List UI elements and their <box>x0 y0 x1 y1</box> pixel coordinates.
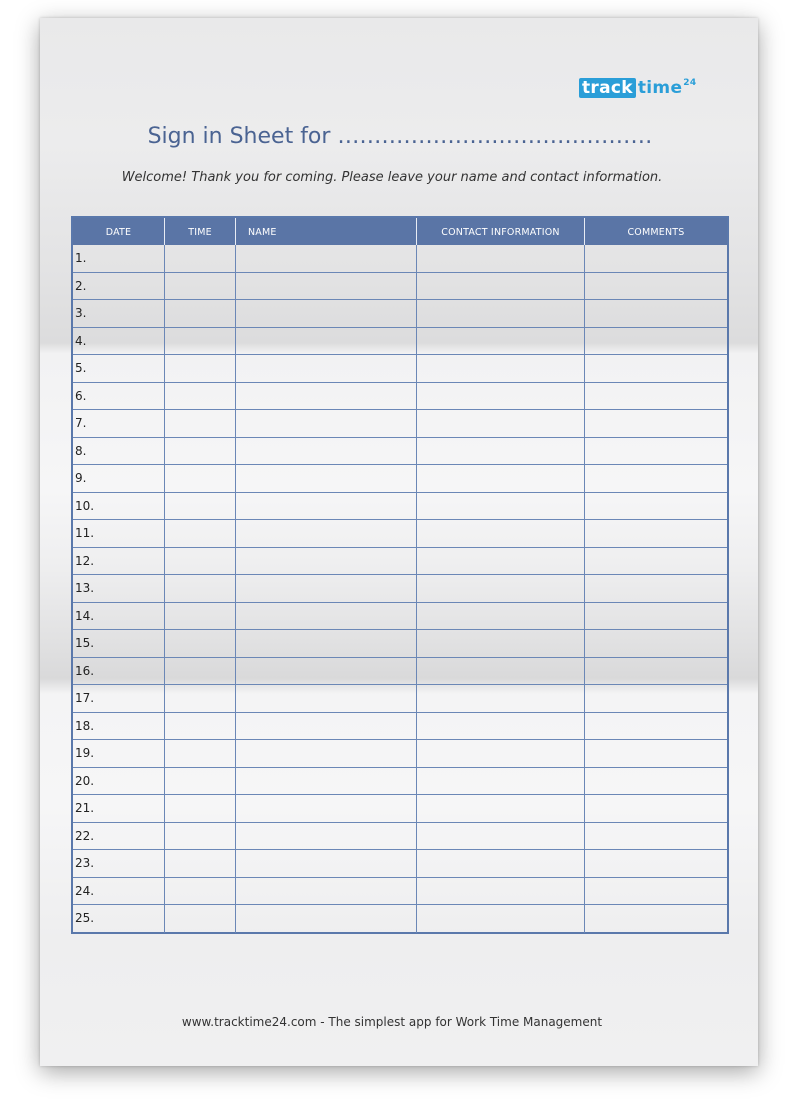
cell-contact-information[interactable] <box>417 685 585 712</box>
cell-name[interactable] <box>236 328 417 355</box>
cell-comments[interactable] <box>585 410 727 437</box>
cell-date[interactable] <box>73 905 165 933</box>
cell-time[interactable] <box>165 300 236 327</box>
cell-date[interactable] <box>73 520 165 547</box>
cell-contact-information[interactable] <box>417 713 585 740</box>
cell-name[interactable] <box>236 795 417 822</box>
cell-date[interactable] <box>73 245 165 272</box>
cell-time[interactable] <box>165 575 236 602</box>
cell-date[interactable] <box>73 713 165 740</box>
table-row <box>73 905 727 933</box>
cell-name[interactable] <box>236 630 417 657</box>
cell-time[interactable] <box>165 355 236 382</box>
cell-contact-information[interactable] <box>417 768 585 795</box>
cell-contact-information[interactable] <box>417 795 585 822</box>
page-title: Sign in Sheet for ………………….………………… <box>147 124 653 149</box>
cell-comments[interactable] <box>585 493 727 520</box>
row-number: 3. <box>75 306 87 320</box>
cell-name[interactable] <box>236 740 417 767</box>
table-row <box>73 328 727 356</box>
cell-time[interactable] <box>165 685 236 712</box>
table-row <box>73 768 727 796</box>
cell-date[interactable] <box>73 740 165 767</box>
cell-contact-information[interactable] <box>417 740 585 767</box>
cell-comments[interactable] <box>585 438 727 465</box>
table-row <box>73 603 727 631</box>
cell-date[interactable] <box>73 685 165 712</box>
cell-comments[interactable] <box>585 740 727 767</box>
row-number: 11. <box>75 526 95 540</box>
cell-date[interactable] <box>73 465 165 492</box>
cell-contact-information[interactable] <box>417 878 585 905</box>
cell-name[interactable] <box>236 410 417 437</box>
cell-time[interactable] <box>165 768 236 795</box>
cell-date[interactable] <box>73 355 165 382</box>
cell-comments[interactable] <box>585 878 727 905</box>
cell-contact-information[interactable] <box>417 905 585 933</box>
row-number: 25. <box>75 911 95 925</box>
cell-date[interactable] <box>73 410 165 437</box>
cell-comments[interactable] <box>585 795 727 822</box>
cell-name[interactable] <box>236 685 417 712</box>
cell-time[interactable] <box>165 245 236 272</box>
cell-comments[interactable] <box>585 273 727 300</box>
cell-name[interactable] <box>236 465 417 492</box>
cell-contact-information[interactable] <box>417 438 585 465</box>
cell-date[interactable] <box>73 630 165 657</box>
cell-name[interactable] <box>236 438 417 465</box>
table-row <box>73 685 727 713</box>
row-number: 14. <box>75 608 95 623</box>
cell-time[interactable] <box>165 658 236 685</box>
cell-time[interactable] <box>165 520 236 547</box>
cell-comments[interactable] <box>585 768 727 795</box>
cell-date[interactable] <box>73 273 165 300</box>
table-row <box>73 438 727 466</box>
page-footer: www.tracktime24.com - The simplest app for Work Time Management <box>181 1015 603 1029</box>
cell-name[interactable] <box>236 603 417 630</box>
logo-text: time <box>637 78 683 98</box>
cell-comments[interactable] <box>585 548 727 575</box>
row-number: 8. <box>75 443 87 458</box>
cell-time[interactable] <box>165 273 236 300</box>
cell-date[interactable] <box>73 850 165 877</box>
cell-time[interactable] <box>165 438 236 465</box>
row-number: 4. <box>75 333 87 348</box>
cell-comments[interactable] <box>585 328 727 355</box>
cell-time[interactable] <box>165 548 236 575</box>
row-number: 13. <box>75 581 95 595</box>
cell-name[interactable] <box>236 713 417 740</box>
table-row <box>73 823 727 851</box>
cell-date[interactable] <box>73 795 165 822</box>
cell-date[interactable] <box>73 548 165 575</box>
cell-date[interactable] <box>73 658 165 685</box>
cell-contact-information[interactable] <box>417 410 585 437</box>
row-number: 17. <box>75 691 95 705</box>
row-number: 18. <box>75 718 95 733</box>
table-row <box>73 795 727 823</box>
cell-contact-information[interactable] <box>417 273 585 300</box>
sign-in-table <box>71 216 729 934</box>
cell-comments[interactable] <box>585 823 727 850</box>
table-row <box>73 850 727 878</box>
table-row <box>73 878 727 906</box>
cell-name[interactable] <box>236 823 417 850</box>
cell-date[interactable] <box>73 300 165 327</box>
row-number: 9. <box>75 471 87 485</box>
table-row <box>73 245 727 273</box>
table-row <box>73 740 727 768</box>
table-row <box>73 548 727 576</box>
cell-date[interactable] <box>73 878 165 905</box>
cell-time[interactable] <box>165 905 236 933</box>
row-number: 12. <box>75 553 95 568</box>
cell-contact-information[interactable] <box>417 355 585 382</box>
cell-time[interactable] <box>165 328 236 355</box>
cell-name[interactable] <box>236 273 417 300</box>
cell-name[interactable] <box>236 520 417 547</box>
cell-comments[interactable] <box>585 465 727 492</box>
cell-contact-information[interactable] <box>417 658 585 685</box>
header-comments: COMMENTS <box>627 227 685 238</box>
row-number: 20. <box>75 773 95 788</box>
cell-contact-information[interactable] <box>417 328 585 355</box>
header-name: NAME <box>236 218 417 245</box>
cell-contact-information[interactable] <box>417 548 585 575</box>
row-number: 10. <box>75 498 95 513</box>
cell-name[interactable] <box>236 355 417 382</box>
row-number: 1. <box>75 251 87 265</box>
cell-contact-information[interactable] <box>417 245 585 272</box>
table-row <box>73 493 727 521</box>
cell-time[interactable] <box>165 383 236 410</box>
cell-date[interactable] <box>73 328 165 355</box>
cell-comments[interactable] <box>585 575 727 602</box>
cell-time[interactable] <box>165 823 236 850</box>
table-header-row <box>73 218 727 245</box>
cell-time[interactable] <box>165 878 236 905</box>
cell-contact-information[interactable] <box>417 493 585 520</box>
header-time: TIME <box>165 218 236 245</box>
cell-contact-information[interactable] <box>417 465 585 492</box>
cell-name[interactable] <box>236 548 417 575</box>
cell-comments[interactable] <box>585 658 727 685</box>
row-number: 21. <box>75 801 95 815</box>
cell-time[interactable] <box>165 630 236 657</box>
cell-contact-information[interactable] <box>417 300 585 327</box>
cell-date[interactable] <box>73 575 165 602</box>
cell-time[interactable] <box>165 713 236 740</box>
cell-comments[interactable] <box>585 300 727 327</box>
row-number: 24. <box>75 883 95 898</box>
cell-comments[interactable] <box>585 383 727 410</box>
table-row <box>73 713 727 741</box>
cell-time[interactable] <box>165 850 236 877</box>
cell-time[interactable] <box>165 493 236 520</box>
cell-comments[interactable] <box>585 685 727 712</box>
cell-name[interactable] <box>236 493 417 520</box>
row-number: 6. <box>75 388 87 403</box>
cell-comments[interactable] <box>585 630 727 657</box>
cell-contact-information[interactable] <box>417 575 585 602</box>
cell-name[interactable] <box>236 850 417 877</box>
row-number: 7. <box>75 416 87 430</box>
table-row <box>73 630 727 658</box>
cell-date[interactable] <box>73 493 165 520</box>
cell-name[interactable] <box>236 575 417 602</box>
cell-date[interactable] <box>73 603 165 630</box>
cell-comments[interactable] <box>585 355 727 382</box>
table-row <box>73 383 727 411</box>
tracktime24-logo <box>579 78 696 98</box>
table-row <box>73 575 727 603</box>
cell-name[interactable] <box>236 658 417 685</box>
cell-date[interactable] <box>73 383 165 410</box>
table-row <box>73 300 727 328</box>
cell-comments[interactable] <box>585 245 727 272</box>
cell-comments[interactable] <box>585 713 727 740</box>
cell-comments[interactable] <box>585 850 727 877</box>
cell-comments[interactable] <box>585 603 727 630</box>
table-row <box>73 658 727 686</box>
cell-name[interactable] <box>236 300 417 327</box>
page-subtitle: Welcome! Thank you for coming. Please leave your name and contact information. <box>121 170 663 185</box>
cell-time[interactable] <box>165 795 236 822</box>
cell-name[interactable] <box>236 383 417 410</box>
cell-contact-information[interactable] <box>417 630 585 657</box>
cell-contact-information[interactable] <box>417 520 585 547</box>
table-row <box>73 520 727 548</box>
cell-date[interactable] <box>73 768 165 795</box>
cell-contact-information[interactable] <box>417 603 585 630</box>
row-number: 16. <box>75 663 95 678</box>
cell-time[interactable] <box>165 603 236 630</box>
cell-contact-information[interactable] <box>417 823 585 850</box>
cell-time[interactable] <box>165 410 236 437</box>
logo-box-text: track <box>579 78 636 98</box>
logo-superscript: 24 <box>683 78 697 88</box>
cell-time[interactable] <box>165 740 236 767</box>
header-date: DATE <box>73 218 165 245</box>
table-row <box>73 355 727 383</box>
row-number: 5. <box>75 361 87 375</box>
row-number: 22. <box>75 828 95 843</box>
table-row <box>73 465 727 493</box>
header-contact-information: CONTACT INFORMATION <box>417 218 585 245</box>
cell-comments[interactable] <box>585 905 727 933</box>
cell-time[interactable] <box>165 465 236 492</box>
cell-date[interactable] <box>73 823 165 850</box>
cell-contact-information[interactable] <box>417 383 585 410</box>
cell-name[interactable] <box>236 878 417 905</box>
cell-date[interactable] <box>73 438 165 465</box>
cell-name[interactable] <box>236 768 417 795</box>
cell-name[interactable] <box>236 905 417 933</box>
row-number: 23. <box>75 856 95 870</box>
cell-name[interactable] <box>236 245 417 272</box>
table-row <box>73 273 727 301</box>
row-number: 15. <box>75 636 95 650</box>
cell-contact-information[interactable] <box>417 850 585 877</box>
table-row <box>73 410 727 438</box>
row-number: 2. <box>75 278 87 293</box>
row-number: 19. <box>75 746 95 760</box>
cell-comments[interactable] <box>585 520 727 547</box>
